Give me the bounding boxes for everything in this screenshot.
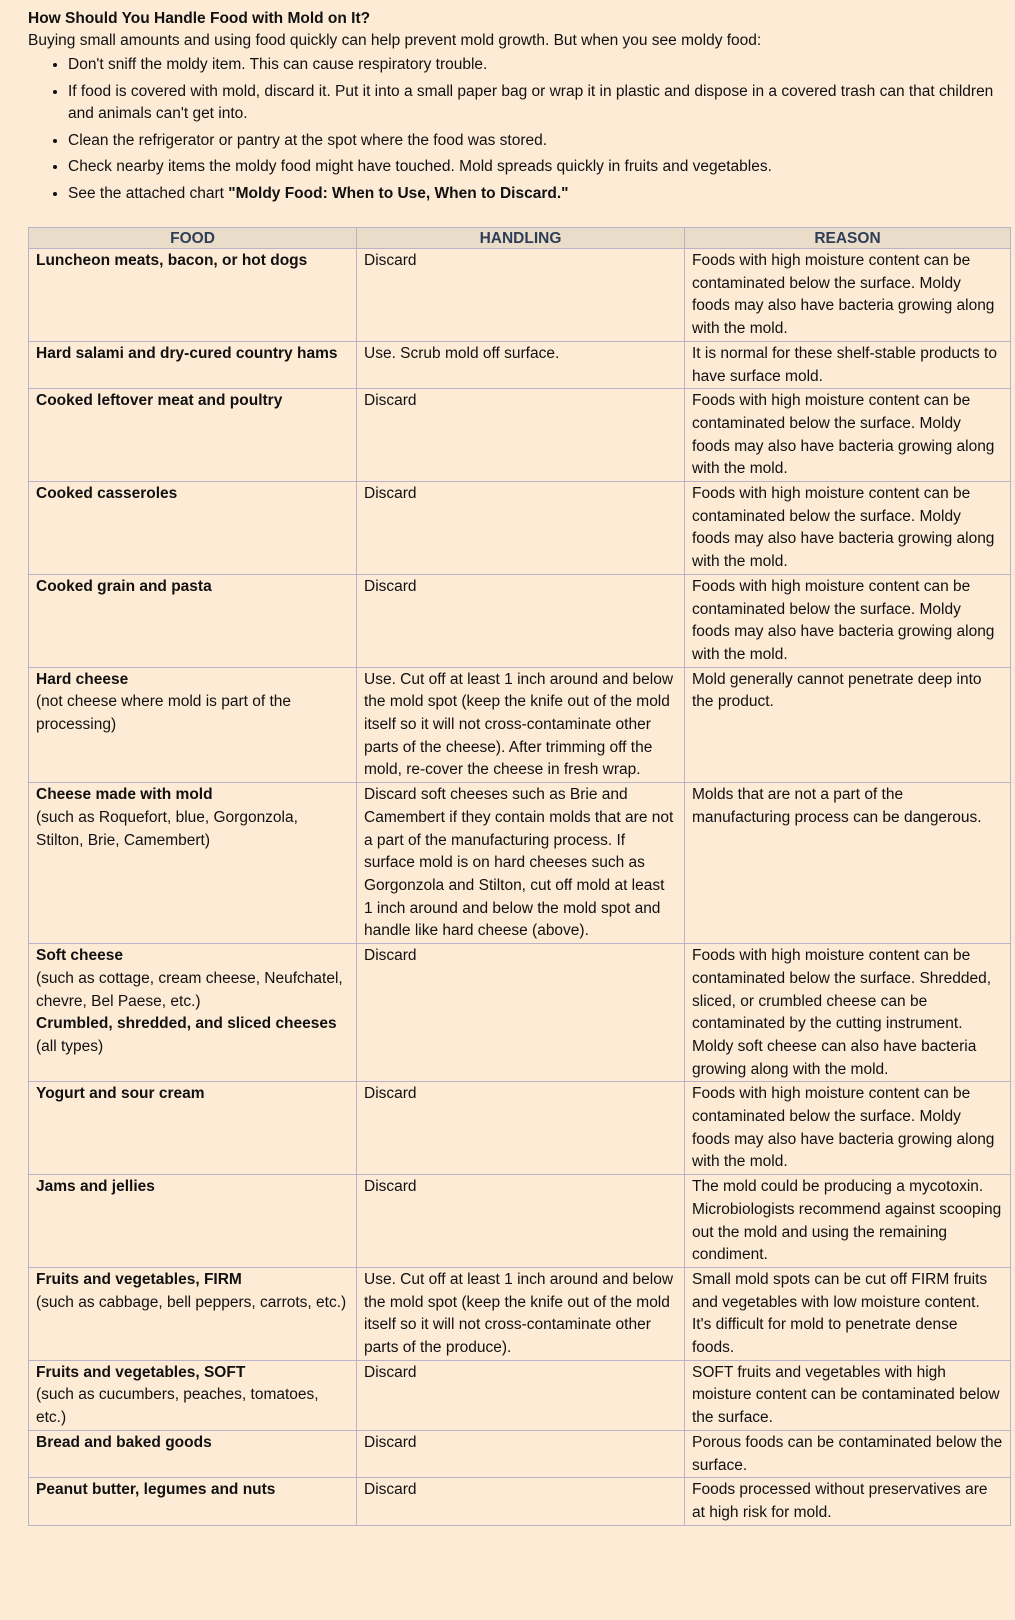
tip-item: • Check nearby items the moldy food might have touched. Mold spreads quickly in fruits and vegetables. <box>68 156 1010 179</box>
food-cell <box>29 389 357 482</box>
food-note: (such as cottage, cream cheese, Neufchatel, chevre, Bel Paese, etc.) <box>36 969 343 1010</box>
food-cell <box>29 667 357 783</box>
food-name: Peanut butter, legumes and nuts <box>36 1481 276 1499</box>
reason-cell: SOFT fruits and vegetables with high moisture content can be contaminated below the surface. <box>685 1360 1011 1430</box>
handling-cell: Discard <box>357 1360 685 1430</box>
moldy-food-table <box>28 227 1011 1526</box>
food-note: (such as Roquefort, blue, Gorgonzola, Stilton, Brie, Camembert) <box>36 808 298 849</box>
food-cell <box>29 249 357 342</box>
header-handling: HANDLING <box>357 228 685 249</box>
header-reason: REASON <box>685 228 1011 249</box>
reason-cell: Foods processed without preservatives are at high risk for mold. <box>685 1478 1011 1525</box>
table-row <box>29 1430 1011 1477</box>
handling-cell: Discard <box>357 249 685 342</box>
food-cell <box>29 944 357 1082</box>
reason-cell: Molds that are not a part of the manufacturing process can be dangerous. <box>685 783 1011 944</box>
tip-item <box>68 183 1010 206</box>
handling-cell: Use. Cut off at least 1 inch around and below the mold spot (keep the knife out of the mold itself so it will not cross-contaminate other parts of the cheese). After trimming off the mold, re-cover the cheese in fresh wrap. <box>357 667 685 783</box>
table-row <box>29 574 1011 667</box>
table-row <box>29 1082 1011 1175</box>
reason-cell: Porous foods can be contaminated below the surface. <box>685 1430 1011 1477</box>
handling-cell: Use. Cut off at least 1 inch around and below the mold spot (keep the knife out of the mold itself so it will not cross-contaminate other parts of the produce). <box>357 1267 685 1360</box>
handling-cell: Discard <box>357 482 685 575</box>
food-name: Luncheon meats, bacon, or hot dogs <box>36 252 308 269</box>
food-cell <box>29 482 357 575</box>
food-secondary <box>36 1013 349 1058</box>
food-cell <box>29 1430 357 1477</box>
tip-item: • Don't sniff the moldy item. This can cause respiratory trouble. <box>68 54 1010 77</box>
food-cell <box>29 1175 357 1268</box>
food-name: Cooked casseroles <box>36 485 178 503</box>
table-row <box>29 389 1011 482</box>
food-name: Yogurt and sour cream <box>36 1085 205 1103</box>
food-cell <box>29 1082 357 1175</box>
food-name-secondary: Crumbled, shredded, and sliced cheeses <box>36 1015 337 1033</box>
food-name: Cooked leftover meat and poultry <box>36 392 283 410</box>
food-name: Cheese made with mold <box>36 786 213 804</box>
table-row <box>29 341 1011 388</box>
intro-text: Buying small amounts and using food quickly can help prevent mold growth. But when you see moldy food: <box>28 32 762 49</box>
tip-item: • Clean the refrigerator or pantry at the spot where the food was stored. <box>68 130 1010 153</box>
reason-cell: Foods with high moisture content can be contaminated below the surface. Moldy foods may also have bacteria growing along with the mold. <box>685 574 1011 667</box>
food-note-secondary: (all types) <box>36 1037 104 1055</box>
handling-cell: Discard <box>357 1082 685 1175</box>
food-cell <box>29 574 357 667</box>
food-name: Bread and baked goods <box>36 1433 212 1451</box>
handling-cell: Discard <box>357 574 685 667</box>
table-row <box>29 1175 1011 1268</box>
handling-cell: Discard <box>357 1175 685 1268</box>
food-note: (not cheese where mold is part of the processing) <box>36 693 292 734</box>
chart-reference: "Moldy Food: When to Use, When to Discard." <box>228 184 569 202</box>
reason-cell: Small mold spots can be cut off FIRM fruits and vegetables with low moisture content. It's difficult for mold to penetrate dense foods. <box>685 1267 1011 1360</box>
table-row <box>29 1267 1011 1360</box>
reason-cell: The mold could be producing a mycotoxin. Microbiologists recommend against scooping out the mold and using the remaining condiment. <box>685 1175 1011 1268</box>
reason-cell: It is normal for these shelf-stable products to have surface mold. <box>685 341 1011 388</box>
tips-list <box>28 54 1010 205</box>
reason-cell: Foods with high moisture content can be contaminated below the surface. Moldy foods may also have bacteria growing along with the mold. <box>685 1082 1011 1175</box>
page-title: How Should You Handle Food with Mold on It? <box>28 10 371 27</box>
food-name: Hard salami and dry-cured country hams <box>36 344 338 362</box>
handling-cell: Discard soft cheeses such as Brie and Camembert if they contain molds that are not a part of the manufacturing process. If surface mold is on hard cheeses such as Gorgonzola and Stilton, cut off mold at least 1 inch around and below the mold spot and handle like hard cheese (above). <box>357 783 685 944</box>
reason-cell: Foods with high moisture content can be contaminated below the surface. Moldy foods may also have bacteria growing along with the mold. <box>685 389 1011 482</box>
food-note: (such as cucumbers, peaches, tomatoes, etc.) <box>36 1386 319 1427</box>
table-row <box>29 1360 1011 1430</box>
handling-cell: Discard <box>357 1430 685 1477</box>
table-row <box>29 249 1011 342</box>
table-row <box>29 944 1011 1082</box>
table-row <box>29 667 1011 783</box>
food-name: Jams and jellies <box>36 1178 155 1196</box>
food-cell <box>29 783 357 944</box>
table-row <box>29 1478 1011 1525</box>
food-cell <box>29 1267 357 1360</box>
food-name: Hard cheese <box>36 670 129 688</box>
handling-cell: Discard <box>357 389 685 482</box>
handling-cell: Discard <box>357 944 685 1082</box>
food-cell <box>29 341 357 388</box>
food-cell <box>29 1360 357 1430</box>
reason-cell: Mold generally cannot penetrate deep into the product. <box>685 667 1011 783</box>
handling-cell: Use. Scrub mold off surface. <box>357 341 685 388</box>
food-name: Cooked grain and pasta <box>36 577 212 595</box>
table-row <box>29 783 1011 944</box>
food-name: Fruits and vegetables, SOFT <box>36 1363 246 1381</box>
handling-cell: Discard <box>357 1478 685 1525</box>
reason-cell: Foods with high moisture content can be contaminated below the surface. Moldy foods may also have bacteria growing along with the mold. <box>685 482 1011 575</box>
reason-cell: Foods with high moisture content can be contaminated below the surface. Shredded, sliced, or crumbled cheese can be contaminated by the cutting instrument. Moldy soft cheese can also have bacteria growing along with the mold. <box>685 944 1011 1082</box>
food-cell <box>29 1478 357 1525</box>
food-note: (such as cabbage, bell peppers, carrots, etc.) <box>36 1293 347 1311</box>
tip-prefix: See the attached chart <box>68 184 229 202</box>
table-row <box>29 482 1011 575</box>
table-header-row <box>29 228 1011 249</box>
header-food: FOOD <box>29 228 357 249</box>
food-name: Fruits and vegetables, FIRM <box>36 1270 242 1288</box>
food-name: Soft cheese <box>36 947 124 965</box>
tip-item: • If food is covered with mold, discard it. Put it into a small paper bag or wrap it in plastic and dispose in a covered trash can that children and animals can't get into. <box>68 81 1010 126</box>
reason-cell: Foods with high moisture content can be contaminated below the surface. Moldy foods may also have bacteria growing along with the mold. <box>685 249 1011 342</box>
